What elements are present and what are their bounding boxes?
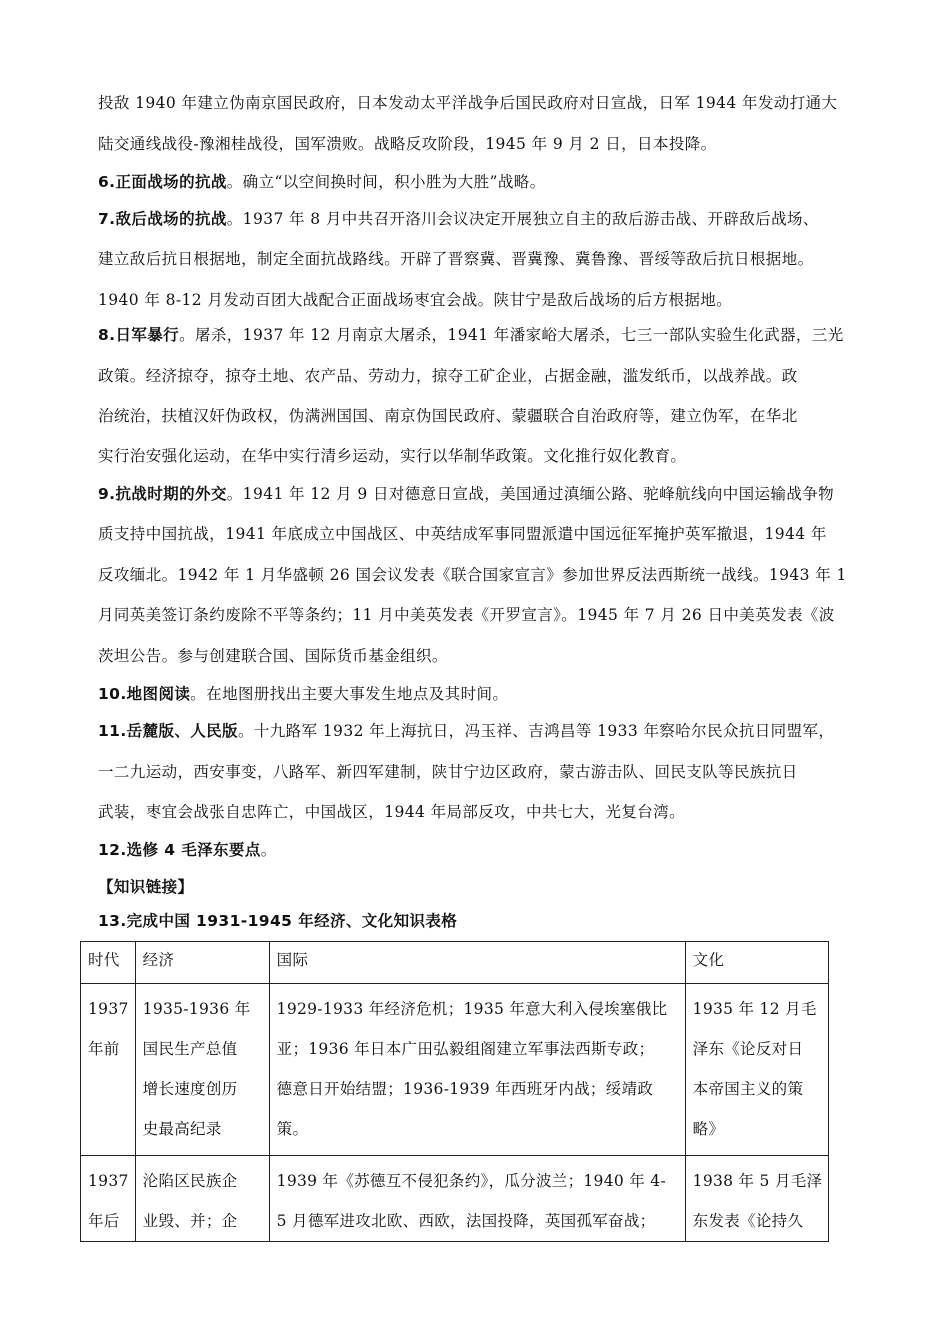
item-8-title: 8.日军暴行 — [98, 326, 180, 344]
paragraph-line: 政策。经济掠夺，掠夺土地、农产品、劳动力，掠夺工矿企业，占据金融，滥发纸币，以战养战。政 — [98, 367, 798, 385]
paragraph-line: 月同英美签订条约废除不平等条约；11 月中美英发表《开罗宣言》。1945 年 7 月 26 日中美英发表《波 — [98, 606, 835, 624]
paragraph-line: 治统治，扶植汉奸伪政权，伪满洲国国、南京伪国民政府、蒙疆联合自治政府等，建立伪军，在华北 — [98, 407, 798, 425]
item-9-text: 。1941 年 12 月 9 日对德意日宣战，美国通过滇缅公路、驼峰航线向中国运输战争物 — [226, 485, 835, 503]
cell-line: 1929-1933 年经济危机；1935 年意大利入侵埃塞俄比 — [276, 1000, 668, 1018]
header-economy: 经济 — [135, 942, 269, 984]
cell-line: 略》 — [692, 1120, 725, 1138]
table-row — [81, 1156, 829, 1242]
header-culture: 文化 — [685, 942, 829, 984]
cell-line: 1939 年《苏德互不侵犯条约》，瓜分波兰；1940 年 4- — [276, 1172, 666, 1190]
cell-line: 年前 — [88, 1040, 120, 1058]
section-heading: 【知识链接】 — [98, 878, 194, 896]
item-11-title: 11.岳麓版、人民版 — [98, 722, 238, 740]
cell-line: 1937 — [88, 1172, 129, 1190]
cell-line: 年后 — [88, 1212, 120, 1230]
item-7-text: 。1937 年 8 月中共召开洛川会议决定开展独立自主的敌后游击战、开辟敌后战场、 — [226, 210, 819, 228]
header-international: 国际 — [269, 942, 685, 984]
paragraph-line: 1940 年 8-12 月发动百团大战配合正面战场枣宜会战。陕甘宁是敌后战场的后方根据地。 — [98, 291, 733, 309]
item-6-text: 。确立“以空间换时间，积小胜为大胜”战略。 — [226, 173, 546, 191]
cell-line: 1935 年 12 月毛 — [692, 1000, 817, 1018]
cell-line: 1937 — [88, 1000, 129, 1018]
item-7 — [98, 209, 858, 229]
cell-line: 5 月德军进攻北欧、西欧，法国投降，英国孤军奋战； — [276, 1212, 656, 1230]
knowledge-table — [80, 941, 829, 1242]
item-6 — [98, 172, 858, 192]
item-10-text: 。在地图册找出主要大事发生地点及其时间。 — [190, 685, 509, 703]
paragraph-line: 一二九运动，西安事变，八路军、新四军建制，陕甘宁边区政府，蒙古游击队、回民支队等民族抗日 — [98, 763, 798, 781]
cell-era — [81, 984, 136, 1156]
cell-line: 亚；1936 年日本广田弘毅组阁建立军事法西斯专政； — [276, 1040, 655, 1058]
cell-line: 德意日开始结盟；1936-1939 年西班牙内战；绥靖政 — [276, 1080, 654, 1098]
cell-line: 泽东《论反对日 — [692, 1040, 804, 1058]
cell-line: 史最高纪录 — [142, 1120, 222, 1138]
table-header-row — [81, 942, 829, 984]
cell-line: 策。 — [276, 1120, 309, 1138]
paragraph-line: 投敌 1940 年建立伪南京国民政府，日本发动太平洋战争后国民政府对日宣战，日军 1944 年发动打通大 — [98, 94, 838, 112]
header-era: 时代 — [81, 942, 136, 984]
paragraph-line: 反攻缅北。1942 年 1 月华盛顿 26 国会议发表《联合国家宣言》参加世界反法西斯统一战线。1943 年 1 — [98, 566, 847, 584]
item-7-title: 7.敌后战场的抗战 — [98, 210, 227, 228]
table-row — [81, 984, 829, 1156]
paragraph-line: 武装，枣宜会战张自忠阵亡，中国战区，1944 年局部反攻，中共七大，光复台湾。 — [98, 803, 685, 821]
item-12-text: 。 — [260, 841, 277, 859]
cell-international — [269, 984, 685, 1156]
item-12-title: 12.选修 4 毛泽东要点 — [98, 841, 261, 859]
cell-economy — [135, 1156, 269, 1242]
cell-line: 1938 年 5 月毛泽 — [692, 1172, 823, 1190]
item-11-text: 。十九路军 1932 年上海抗日，冯玉祥、吉鸿昌等 1933 年察哈尔民众抗日同盟军， — [237, 722, 835, 740]
item-9 — [98, 484, 858, 504]
item-9-title: 9.抗战时期的外交 — [98, 485, 227, 503]
item-13-title: 13.完成中国 1931-1945 年经济、文化知识表格 — [98, 912, 458, 930]
item-12 — [98, 840, 858, 860]
item-10-title: 10.地图阅读 — [98, 685, 191, 703]
cell-line: 国民生产总值 — [142, 1040, 238, 1058]
cell-line: 本帝国主义的策 — [692, 1080, 804, 1098]
cell-economy — [135, 984, 269, 1156]
cell-line: 1935-1936 年 — [142, 1000, 251, 1018]
paragraph-line: 实行治安强化运动，在华中实行清乡运动，实行以华制华政策。文化推行奴化教育。 — [98, 447, 687, 465]
item-11 — [98, 721, 858, 741]
cell-culture — [685, 1156, 829, 1242]
cell-culture — [685, 984, 829, 1156]
item-8-text: 。屠杀，1937 年 12 月南京大屠杀，1941 年潘家峪大屠杀，七三一部队实验生化武器，三光 — [179, 326, 844, 344]
paragraph-line: 建立敌后抗日根据地，制定全面抗战路线。开辟了晋察冀、晋冀豫、冀鲁豫、晋绥等敌后抗日根据地。 — [98, 250, 814, 268]
item-8 — [98, 325, 858, 345]
paragraph-line: 陆交通线战役-豫湘桂战役，国军溃败。战略反攻阶段，1945 年 9 月 2 日，日本投降。 — [98, 135, 717, 153]
cell-line: 业毁、并；企 — [142, 1212, 238, 1230]
paragraph-line: 茨坦公告。参与创建联合国、国际货币基金组织。 — [98, 647, 448, 665]
cell-era — [81, 1156, 136, 1242]
cell-line: 增长速度创历 — [142, 1080, 238, 1098]
item-6-title: 6.正面战场的抗战 — [98, 173, 227, 191]
paragraph-line: 质支持中国抗战，1941 年底成立中国战区、中英结成军事同盟派遣中国远征军掩护英军撤退，1944 年 — [98, 525, 827, 543]
cell-line: 沦陷区民族企 — [142, 1172, 238, 1190]
item-10 — [98, 684, 858, 704]
cell-international — [269, 1156, 685, 1242]
cell-line: 东发表《论持久 — [692, 1212, 804, 1230]
